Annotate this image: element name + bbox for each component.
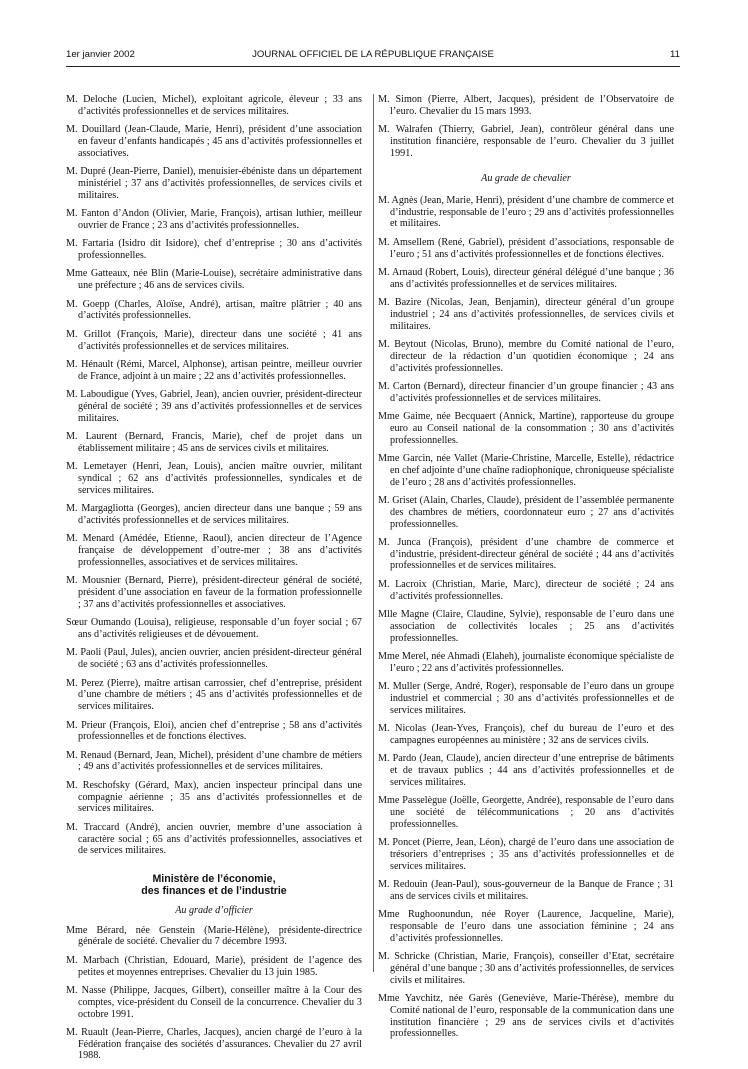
nomination-entry: M. Margagliotta (Georges), ancien directeur dans une banque ; 59 ans d’activités professionnelles et de services militaires. (66, 503, 362, 526)
nomination-entry: M. Muller (Serge, André, Roger), responsable de l’euro dans un groupe industriel et commercial ; 30 ans d’activités professionnelles et de services militaires. (378, 681, 674, 716)
ministry-heading-line1: Ministère de l’économie, (152, 873, 276, 885)
nomination-entry: M. Mousnier (Bernard, Pierre), président-directeur général de société, président d’une association en faveur de la formation professionnelle ; 37 ans d’activités professionnelles et associatives. (66, 575, 362, 610)
right-entries (378, 94, 674, 159)
nomination-entry: Mme Gaime, née Becquaert (Annick, Martine), rapporteuse du groupe euro au Conseil national de la consommation ; 30 ans d’activités professionnelles. (378, 411, 674, 446)
nomination-entry: M. Prieur (François, Eloi), ancien chef d’entreprise ; 58 ans d’activités professionnelles et de fonctions électives. (66, 719, 362, 743)
nomination-entry: M. Lemetayer (Henri, Jean, Louis), ancien maître ouvrier, militant syndical ; 62 ans d’activités professionnelles, syndicales et de services militaires. (66, 461, 362, 496)
column-divider (373, 94, 374, 972)
nomination-entry: Mme Merel, née Ahmadi (Elaheh), journaliste économique spécialiste de l’euro ; 22 ans d’activités professionnelles. (378, 651, 674, 674)
nomination-entry: M. Ruault (Jean-Pierre, Charles, Jacques), ancien chargé de l’euro à la Fédération française des sociétés d’assurances. Chevalier du 27 avril 1988. (66, 1027, 362, 1062)
left-column (66, 94, 362, 1069)
nomination-entry: M. Fartaria (Isidro dit Isidore), chef d’entreprise ; 30 ans d’activités professionnelles. (66, 238, 362, 261)
nomination-entry: M. Renaud (Bernard, Jean, Michel), président d’une chambre de métiers ; 49 ans d’activités professionnelles et de services militaires. (66, 749, 362, 773)
nomination-entry: M. Reschofsky (Gérard, Max), ancien inspecteur principal dans une compagnie aérienne ; 35 ans d’activités professionnelles et de services militaires. (66, 779, 362, 815)
nomination-entry: Mme Passelègue (Joëlle, Georgette, Andrée), responsable de l’euro dans une société de télécommunications ; 20 ans d’activités professionnelles. (378, 795, 674, 830)
nomination-entry: M. Perez (Pierre), maître artisan carrossier, chef d’entreprise, président d’une chambre de métiers ; 45 ans d’activités professionnelles et de services militaires. (66, 677, 362, 713)
nomination-entry: Sœur Oumando (Louisa), religieuse, responsable d’un foyer social ; 67 ans d’activités religieuses et de dévouement. (66, 617, 362, 640)
left-entries (66, 94, 362, 857)
nomination-entry: M. Paoli (Paul, Jules), ancien ouvrier, ancien président-directeur général de société ; 63 ans d’activités professionnelles. (66, 647, 362, 671)
nomination-entry: Mlle Magne (Claire, Claudine, Sylvie), responsable de l’euro dans une association de collectivités locales ; 25 ans d’activités professionnelles. (378, 609, 674, 644)
nomination-entry: Mme Bérard, née Genstein (Marie-Hélène), présidente-directrice générale de société. Chevalier du 7 décembre 1993. (66, 924, 362, 948)
nomination-entry: M. Arnaud (Robert, Louis), directeur général délégué d’une banque ; 36 ans d’activités professionnelles et de services militaires. (378, 267, 674, 290)
header-title: JOURNAL OFFICIEL DE LA RÉPUBLIQUE FRANÇAISE (252, 49, 494, 60)
nomination-entry: M. Agnès (Jean, Marie, Henri), président d’une chambre de commerce et d’industrie, responsable de l’euro ; 29 ans d’activités professionnelles et militaires. (378, 195, 674, 230)
nomination-entry: M. Amsellem (René, Gabriel), président d’associations, responsable de l’euro ; 51 ans d’activités professionnelles et de fonctions électives. (378, 236, 674, 260)
nomination-entry: M. Schricke (Christian, Marie, François), conseiller d’Etat, secrétaire général d’une banque ; 30 ans d’activités professionnelles, de services civils et militaires. (378, 951, 674, 986)
page-header (66, 47, 680, 63)
nomination-entry: M. Traccard (André), ancien ouvrier, membre d’une association à caractère social ; 65 ans d’activités professionnelles, associatives et de services militaires. (66, 821, 362, 857)
nomination-entry: M. Griset (Alain, Charles, Claude), président de l’assemblée permanente des chambres de métiers, coordonnateur euro ; 27 ans d’activités professionnelles. (378, 495, 674, 530)
nomination-entry: M. Walrafen (Thierry, Gabriel, Jean), contrôleur général dans une institution financière, responsable de l’euro. Chevalier du 3 juillet 1991. (378, 124, 674, 159)
nomination-entry: M. Hénault (Rémi, Marcel, Alphonse), artisan peintre, meilleur ouvrier de France, adjoint à un maire ; 22 ans d’activités professionnelles. (66, 359, 362, 382)
header-rule (66, 66, 680, 67)
nomination-entry: M. Dupré (Jean-Pierre, Daniel), menuisier-ébéniste dans un département ministériel ; 37 ans d’activités professionnelles, de services civils et militaires. (66, 166, 362, 201)
nomination-entry: M. Grillot (François, Marie), directeur dans une société ; 41 ans d’activités professionnelles et de services militaires. (66, 328, 362, 352)
nomination-entry: M. Redouin (Jean-Paul), sous-gouverneur de la Banque de France ; 31 ans de services civils et militaires. (378, 879, 674, 902)
nomination-entry: M. Lacroix (Christian, Marie, Marc), directeur de société ; 24 ans d’activités professionnelles. (378, 578, 674, 602)
page-number: 11 (670, 49, 680, 60)
nomination-entry: M. Deloche (Lucien, Michel), exploitant agricole, éleveur ; 33 ans d’activités professionnelles et de services militaires. (66, 94, 362, 117)
nomination-entry: Mme Yavchitz, née Garès (Geneviève, Marie-Thérèse), membre du Comité national de l’euro, responsable de la communication dans une institution financière ; 29 ans de services civils et d’activités professionnelles. (378, 993, 674, 1040)
nomination-entry: M. Pardo (Jean, Claude), ancien directeur d’une entreprise de bâtiments et de travaux publics ; 44 ans d’activités professionnelles et de services militaires. (378, 753, 674, 788)
header-date: 1er janvier 2002 (66, 49, 135, 60)
nomination-entry: M. Fanton d’Andon (Olivier, Marie, François), artisan luthier, meilleur ouvrier de France ; 23 ans d’activités professionnelles. (66, 208, 362, 231)
nomination-entry: M. Carton (Bernard), directeur financier d’un groupe financier ; 43 ans d’activités professionnelles et de services militaires. (378, 381, 674, 404)
nomination-entry: Mme Rughoonundun, née Royer (Laurence, Jacqueline, Marie), responsable de l’euro dans une association féminine ; 24 ans d’activités professionnelles. (378, 909, 674, 944)
nomination-entry: M. Poncet (Pierre, Jean, Léon), chargé de l’euro dans une association de trésoriers d’entreprises ; 35 ans d’activités professionnelles et de services militaires. (378, 837, 674, 872)
chevalier-entries (378, 195, 674, 1040)
ministry-heading-line2: des finances et de l’industrie (141, 885, 287, 897)
nomination-entry: M. Junca (François), président d’une chambre de commerce et d’industrie, président-directeur général de société ; 44 ans d’activités professionnelles et de services militaires. (378, 537, 674, 572)
nomination-entry: M. Laurent (Bernard, Francis, Marie), chef de projet dans un établissement militaire ; 45 ans de services civils et militaires. (66, 431, 362, 454)
nomination-entry: M. Simon (Pierre, Albert, Jacques), président de l’Observatoire de l’euro. Chevalier du 15 mars 1993. (378, 94, 674, 117)
nomination-entry: M. Laboudigue (Yves, Gabriel, Jean), ancien ouvrier, président-directeur général de société ; 39 ans d’activités professionnelles et de services militaires. (66, 389, 362, 424)
nomination-entry: M. Nicolas (Jean-Yves, François), chef du bureau de l’euro et des campagnes européennes au ministère ; 32 ans de services civils. (378, 723, 674, 746)
nomination-entry: Mme Garcin, née Vallet (Marie-Christine, Marcelle, Estelle), rédactrice en chef adjointe d’une chaîne radiophonique, chroniqueuse spécialiste de l’euro ; 28 ans d’activités professionnelles. (378, 453, 674, 488)
right-column (378, 94, 674, 1047)
nomination-entry: M. Menard (Amédée, Etienne, Raoul), ancien directeur de l’Agence française de développement d’outre-mer ; 38 ans d’activités professionnelles, associatives et de services militaires. (66, 533, 362, 568)
nomination-entry: M. Goepp (Charles, Aloïse, André), artisan, maître plâtrier ; 40 ans d’activités professionnelles. (66, 298, 362, 322)
nomination-entry: M. Nasse (Philippe, Jacques, Gilbert), conseiller maître à la Cour des comptes, vice-président du Conseil de la concurrence. Chevalier du 3 octobre 1991. (66, 985, 362, 1020)
nomination-entry: M. Douillard (Jean-Claude, Marie, Henri), président d’une association en faveur d’enfants handicapés ; 45 ans d’activités professionnelles et associatives. (66, 124, 362, 159)
nomination-entry: M. Beytout (Nicolas, Bruno), membre du Comité national de l’euro, directeur de la rédaction d’un quotidien économique ; 24 ans d’activités professionnelles. (378, 339, 674, 374)
officier-entries (66, 925, 362, 1062)
ministry-heading (66, 873, 362, 897)
nomination-entry: M. Marbach (Christian, Edouard, Marie), président de l’agence des petites et moyennes entreprises. Chevalier du 13 juin 1985. (66, 954, 362, 978)
grade-heading-officier: Au grade d’officier (175, 905, 253, 916)
grade-heading-chevalier: Au grade de chevalier (481, 173, 571, 185)
nomination-entry: M. Bazire (Nicolas, Jean, Benjamin), directeur général d’un groupe industriel ; 24 ans d’activités professionnelles, de services civils et militaires. (378, 297, 674, 332)
nomination-entry: Mme Gatteaux, née Blin (Marie-Louise), secrétaire administrative dans une préfecture ; 46 ans de services civils. (66, 268, 362, 292)
